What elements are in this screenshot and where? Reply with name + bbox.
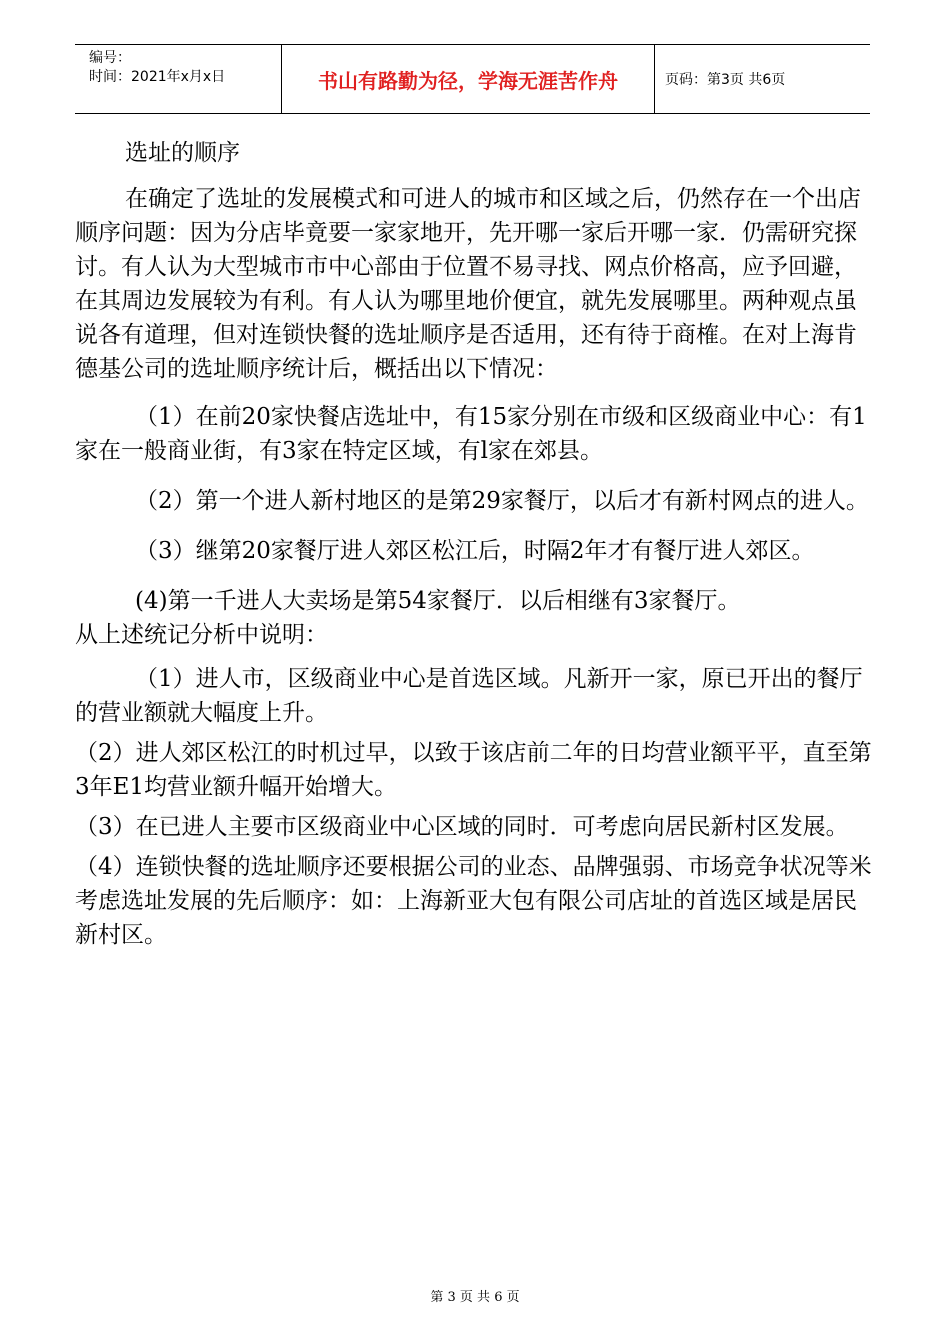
stat-item-3: （3）继第20家餐厅进人郊区松江后，时隔2年才有餐厅进人郊区。 <box>135 538 815 564</box>
page-header <box>75 44 870 114</box>
document-body <box>75 132 875 952</box>
section-title: 选址的顺序 <box>125 140 240 166</box>
analysis-intro: 从上述统记分析中说明： <box>75 622 328 648</box>
conclusion-item-1: （1）进人市，区级商业中心是首选区域。凡新开一家，原已开出的餐厅的营业额就大幅度上升。 <box>75 666 863 726</box>
document-time: 时间：2021年x月x日 <box>89 69 226 85</box>
header-motto: 书山有路勤为径，学海无涯苦作舟 <box>282 45 655 113</box>
document-number: 编号： <box>89 50 131 66</box>
stat-item-2: （2）第一个进人新村地区的是第29家餐厅，以后才有新村网点的进人。 <box>135 488 869 514</box>
conclusion-item-4: （4）连锁快餐的选址顺序还要根据公司的业态、品牌强弱、市场竞争状况等米考虑选址发展的先后顺序：如：上海新亚大包有限公司店址的首选区域是居民新村区。 <box>75 854 872 948</box>
intro-paragraph: 在确定了选址的发展模式和可进人的城市和区域之后，仍然存在一个出店顺序问题：因为分店毕竟要一家家地开，先开哪一家后开哪一家．仍需研究探讨。有人认为大型城市市中心部由于位置不易寻找、网点价格高，应予回避，在其周边发展较为有利。有人认为哪里地价便宜，就先发展哪里。两种观点虽说各有道理，但对连锁快餐的选址顺序是否适用，还有待于商榷。在对上海肯德基公司的选址顺序统计后，概括出以下情况： <box>75 186 861 382</box>
conclusion-item-2: （2）进人郊区松江的时机过早，以致于该店前二年的日均营业额平平，直至第3年E1均营业额升幅开始增大。 <box>75 740 872 800</box>
page-footer: 第 3 页 共 6 页 <box>430 1290 520 1305</box>
stat-item-4: (4)第一千进人大卖场是第54家餐厅．以后相继有3家餐厅。 <box>135 588 741 614</box>
stat-item-1: （1）在前20家快餐店选址中，有15家分别在市级和区级商业中心：有1家在一般商业街，有3家在特定区域，有l家在郊县。 <box>75 404 867 464</box>
header-meta <box>75 45 282 113</box>
header-page-info: 页码：第3页 共6页 <box>665 72 786 88</box>
conclusion-item-3: （3）在已进人主要市区级商业中心区域的同时．可考虑向居民新村区发展。 <box>75 814 849 840</box>
